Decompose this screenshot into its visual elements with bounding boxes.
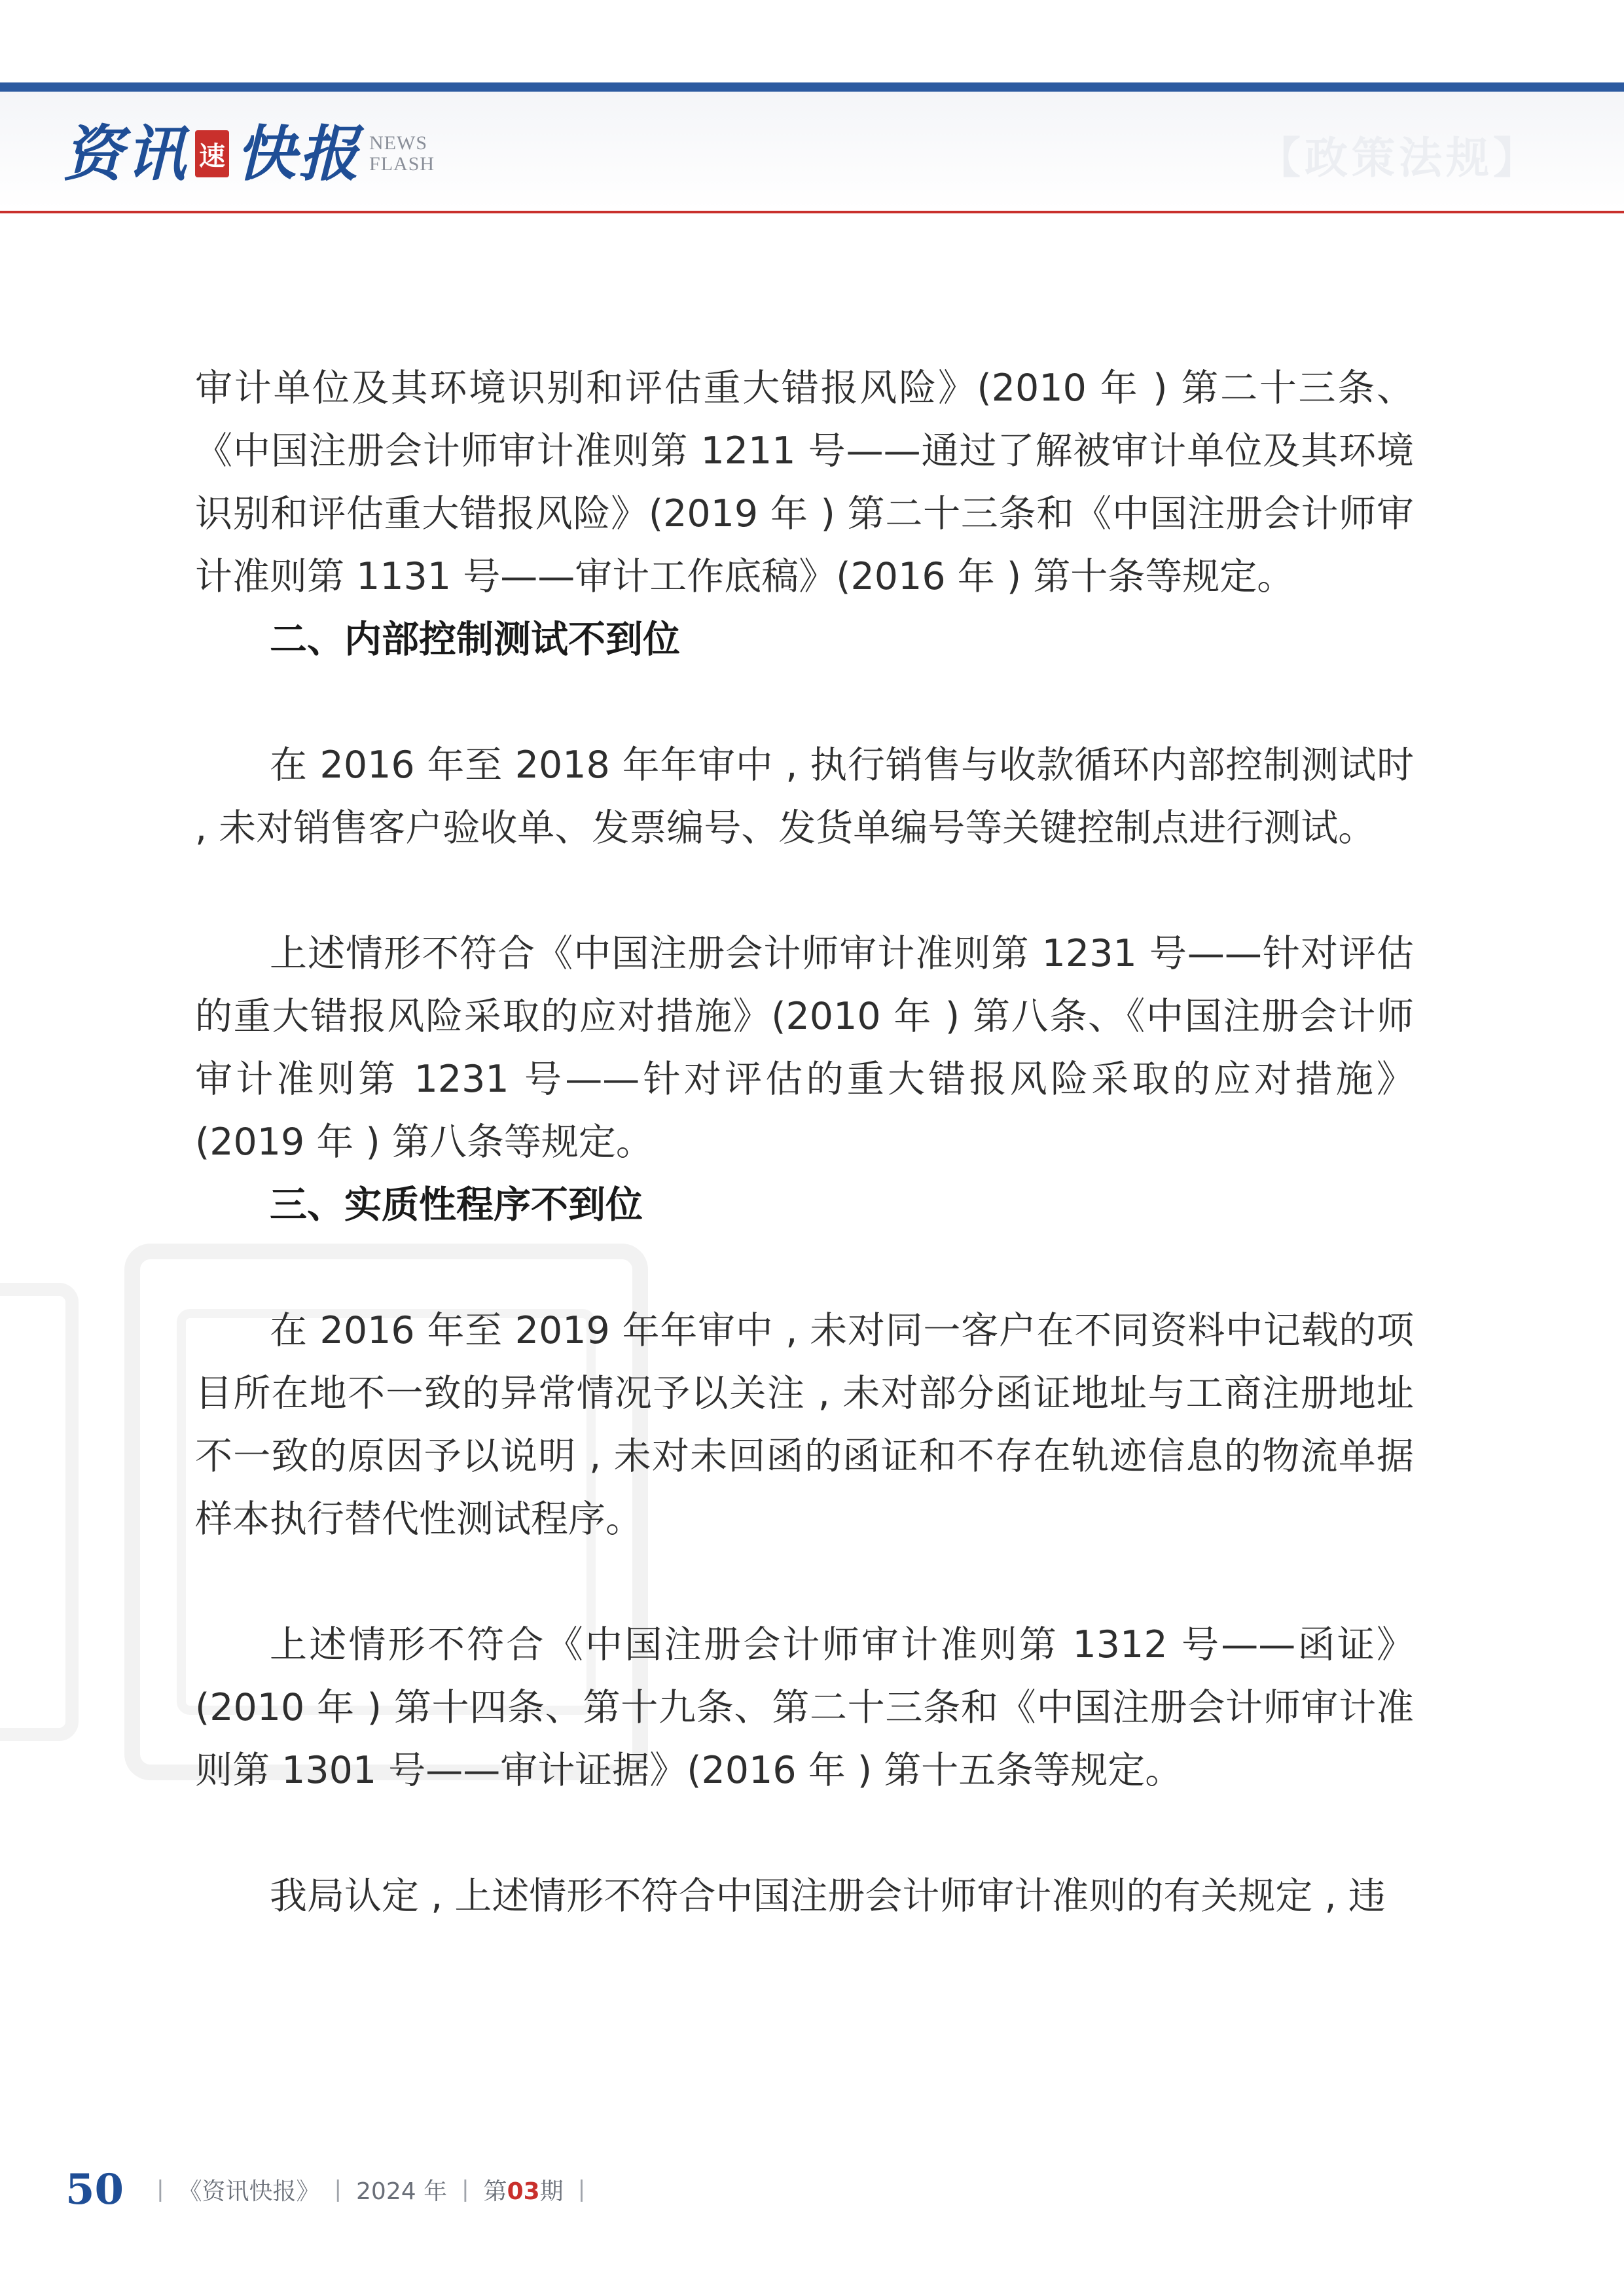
paragraph-2: 在 2016 年至 2018 年年审中 , 执行销售与收款循环内部控制测试时 , 未对销售客户验收单、发票编号、发货单编号等关键控制点进行测试。 xyxy=(195,744,1414,850)
article-body xyxy=(195,357,1414,1928)
page-number: 50 xyxy=(65,2164,124,2214)
footer-separator: | xyxy=(577,2176,586,2202)
paragraph-1: 审计单位及其环境识别和评估重大错报风险》(2010 年 ) 第二十三条、《中国注册会计师审计准则第 1211 号——通过了解被审计单位及其环境识别和评估重大错报风险》(2019 年 ) 第二十三条和《中国注册会计师审计准则第 1131 号——审计工作底稿》(2016 年 ) 第十条等规定。 xyxy=(195,367,1414,598)
section-tag: 【政策法规】 xyxy=(1257,133,1540,183)
footer-separator: | xyxy=(334,2176,342,2202)
paragraph-6: 我局认定 , 上述情形不符合中国注册会计师审计准则的有关规定 , 违 xyxy=(270,1874,1386,1918)
logo-en-line2: FLASH xyxy=(369,153,435,175)
page-footer xyxy=(65,2160,600,2219)
logo-text-part1: 资讯 xyxy=(63,118,189,189)
footer-separator: | xyxy=(461,2176,469,2202)
header-top-bar xyxy=(0,82,1624,92)
footer-publication: 《资讯快报》 xyxy=(178,2178,320,2205)
logo-seal: 速 xyxy=(195,130,229,177)
header-divider xyxy=(0,211,1624,213)
paragraph-4: 在 2016 年至 2019 年年审中 , 未对同一客户在不同资料中记载的项目所在地不一致的异常情况予以关注 , 未对部分函证地址与工商注册地址不一致的原因予以说明 , 未对未回函的函证和不存在轨迹信息的物流单据样本执行替代性测试程序。 xyxy=(195,1309,1414,1541)
section-heading-2: 二、内部控制测试不到位 xyxy=(270,618,680,661)
footer-issue-number: 03 xyxy=(507,2178,540,2205)
logo-english xyxy=(369,133,435,175)
footer-issue-prefix: 第 xyxy=(483,2178,507,2205)
paragraph-3: 上述情形不符合《中国注册会计师审计准则第 1231 号——针对评估的重大错报风险采取的应对措施》(2010 年 ) 第八条、《中国注册会计师审计准则第 1231 号——针对评估的重大错报风险采取的应对措施》(2019 年 ) 第八条等规定。 xyxy=(195,932,1414,1164)
watermark-stamp-left xyxy=(0,1283,79,1741)
footer-issue xyxy=(484,2173,564,2206)
section-heading-3: 三、实质性程序不到位 xyxy=(270,1183,643,1227)
paragraph-5: 上述情形不符合《中国注册会计师审计准则第 1312 号——函证》(2010 年 ) 第十四条、第十九条、第二十三条和《中国注册会计师审计准则第 1301 号——审计证据》(2016 年 ) 第十五条等规定。 xyxy=(195,1623,1414,1792)
logo-text-part2: 快报 xyxy=(236,118,362,189)
logo-en-line1: NEWS xyxy=(369,132,428,154)
footer-issue-suffix: 期 xyxy=(539,2178,564,2205)
publication-logo xyxy=(63,111,435,196)
footer-separator: | xyxy=(156,2176,164,2202)
footer-year: 2024 年 xyxy=(356,2178,448,2205)
